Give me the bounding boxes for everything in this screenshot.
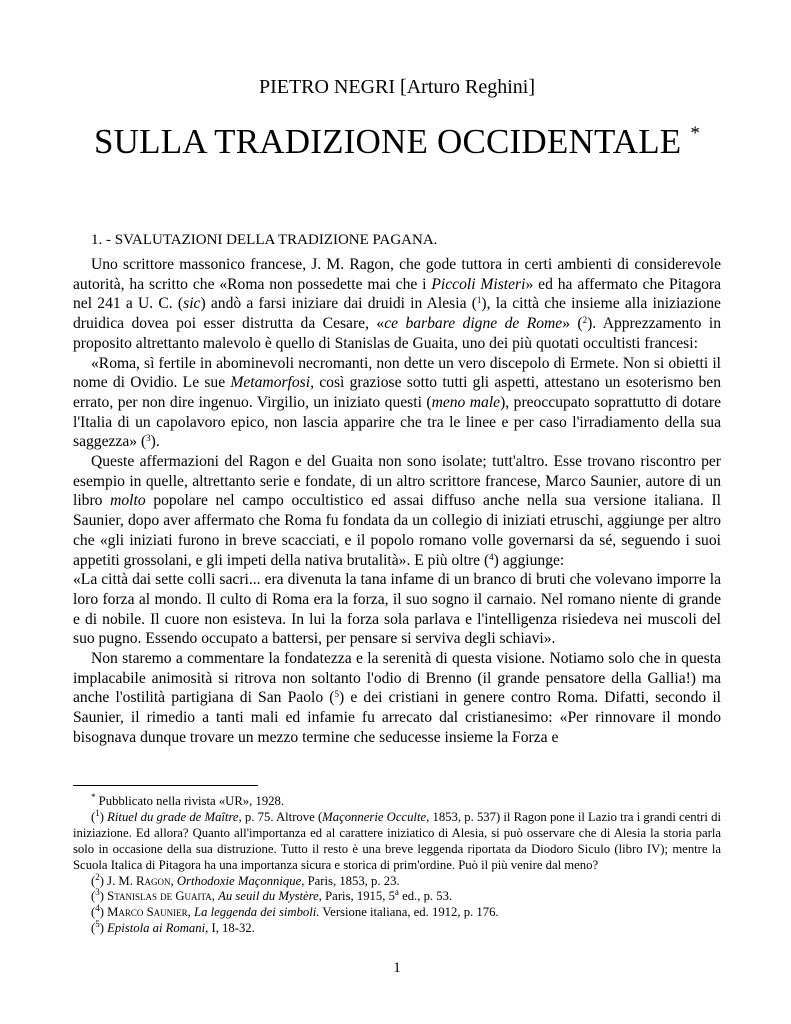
footnote-number: 3	[95, 887, 100, 898]
text-run: , p. 75. Altrove (	[238, 809, 323, 824]
text-run: ). Apprezzamento in proposito altrettanto malevolo è quello di Stanislas de Guaita, uno dei più quotati occultisti francesi:	[73, 315, 721, 352]
text-run: così graziose sotto tutti gli aspetti, attestano un esoterismo ben errato, per non dire ingenuo. Virgilio, un iniziato questi (	[73, 374, 721, 411]
text-run: ).	[150, 433, 160, 451]
text-run: G	[175, 889, 185, 904]
small-caps-run: tanislas de	[114, 889, 176, 904]
text-run: ) aggiunge:	[493, 551, 565, 569]
section-heading: 1. - SVALUTAZIONI DELLA TRADIZIONE PAGANA.	[91, 232, 438, 248]
superscript-run: a	[394, 887, 399, 898]
italic-run: La leggenda dei simboli.	[194, 905, 320, 920]
italic-run: Au seuil du Mystère	[218, 889, 319, 904]
paragraph-3	[73, 452, 721, 570]
title-footnote-mark: *	[690, 123, 701, 144]
paragraph-1	[73, 255, 721, 354]
text-run: ), preoccupato soprattutto di dotare l'Italia di un capolavoro epico, non lascia apparire che tra le linee e per caso l'irradiamento della sua saggezza» (	[73, 393, 721, 451]
text-run: , Paris, 1853, p. 23.	[301, 873, 400, 888]
footnote-mark: *	[91, 792, 96, 802]
text-run: ) andò a farsi iniziare dai druidi in Alesia (	[200, 295, 477, 313]
text-run: ,	[211, 889, 219, 904]
footnote-1: ($^1$) Rituel du grade de Maître, p. 75. Altrove (Maçonnerie Occulte, 1853, p. 537) il Ragon pone il Lazio tra i grandi centri di iniziazione. Ed allora? Quanto all'importanza ed al carattere iniziatico di Alesia, si può osservare che di Alesia la storia parla solo in occasione della sua distruzione. Tutto il resto è una breve leggenda riportata da Diodoro Siculo (libro IV); mentre la Scuola Italica di Pitagora ha una importanza sicura e storica di prim'ordine. Può il più venire dal meno?	[73, 807, 721, 872]
body-text	[73, 255, 721, 748]
small-caps-run: agon	[144, 873, 171, 888]
italic-run: Maçonnerie Occulte	[322, 809, 427, 824]
text-run: «Roma, sì fertile in abominevoli necromanti, non dette un vero discepolo di Ermete. Non si obietti il nome di Ovidio. Le sue	[73, 354, 721, 392]
text-run: ,	[187, 905, 195, 920]
footnote-text: Pubblicato nella rivista «UR», 1928.	[95, 794, 285, 808]
footnote-ref-5: 5	[334, 689, 339, 700]
footnote-3: ($^3$) Stanislas de Guaita, Au seuil du Mystère, Paris, 1915, 5$^a$ ed., p. 53.	[91, 887, 453, 904]
footnote-ref-1: 1	[476, 295, 482, 306]
small-caps-run: uaita	[184, 889, 212, 904]
small-caps-run: aunier	[153, 905, 188, 920]
footnote-number: 1	[95, 807, 100, 818]
text-run: popolare nel campo occultistico ed assai diffuso anche nella sua versione italiana. Il Saunier, dopo aver affermato che Roma fu fondata da un collegio di iniziati etruschi, aggiunge per altro che «gli iniziati furono in breve scacciati, e il popolo romano volle governarsi da sé, seguendo i suoi appetiti grossolani, e gli impeti della nativa brutalità». E più oltre (	[73, 492, 721, 569]
text-run: ed., p. 53.	[398, 889, 453, 904]
text-run: S	[146, 905, 154, 920]
text-run: , Paris, 1915, 5	[318, 889, 395, 904]
footnote-number: 4	[95, 903, 100, 914]
page-number: 1	[393, 960, 401, 976]
text-run: ) e dei cristiani in genere contro Roma. Difatti, secondo il Saunier, il rimedio a tanti mali ed infamie fu arrecato dal cristianesimo: «Per rinnovare il mondo bisognava dunque trovare un mezzo termine che seducesse insieme la Forza e	[73, 689, 721, 746]
paragraph-2	[73, 354, 721, 453]
footnote-4: ($^4$) Marco Saunier, La leggenda dei simboli. Versione italiana, ed. 1912, p. 176.	[91, 903, 499, 920]
italic-run: Piccoli Misteri	[431, 275, 526, 293]
italic-run: molto	[110, 492, 146, 510]
text-run: Versione italiana, ed. 1912, p. 176.	[319, 905, 499, 920]
italic-run: ce barbare digne de Rome	[384, 315, 563, 333]
footnote-2: ($^2$) J. M. Ragon, Orthodoxie Maçonnique, Paris, 1853, p. 23.	[91, 871, 400, 888]
text-run: Queste affermazioni del Ragon e del Guaita non sono isolate; tutt'altro. Esse trovano riscontro per esempio in quelle, altrettanto serie e fondate, di un altro scrittore francese, Marco Saunier, autore di un libro	[73, 453, 721, 510]
paragraph-4-quote: «La città dai sette colli sacri... era divenuta la tana infame di un branco di bruti che volevano imporre la loro forza al mondo. Il culto di Roma era la forza, il suo sogno il carnaio. Nel romano niente di grande e di nobile. Il cuore non esisteva. In lui la forza sola parlava e l'intelligenza risiedeva nei muscoli del suo pugno. Essendo occupato a battersi, per pensare si serviva degli schiavi».	[73, 571, 721, 648]
text-run: , 1853, p. 537) il Ragon pone il Lazio tra i grandi centri di iniziazione. Ed allora? Quanto all'importanza ed al carattere iniziatico di Alesia, si può osservare che di Alesia la storia parla solo in occasione della sua distruzione. Tutto il resto è una breve leggenda riportata da Diodoro Siculo (libro IV); mentre la Scuola Italica di Pitagora ha una importanza sicura e storica di prim'ordine. Può il più venire dal meno?	[73, 809, 721, 872]
author-line: PIETRO NEGRI [Arturo Reghini]	[258, 76, 536, 98]
small-caps-run: arco	[118, 905, 147, 920]
text-run: » (	[562, 315, 583, 333]
footnote-separator	[73, 785, 258, 786]
text-run: J. M. R	[107, 873, 145, 888]
italic-run: Metamorfosi,	[230, 374, 314, 392]
paragraph-5	[73, 649, 721, 748]
text-run: » ed ha affermato che Pitagora nel 241 a U. C. (	[73, 275, 722, 313]
text-run: ), la città che insieme alla iniziazione druidica dovea poi esser distrutta da Cesare, «	[73, 295, 721, 333]
title-text: SULLA TRADIZIONE OCCIDENTALE	[93, 122, 682, 161]
text-run: Non staremo a commentare la fondatezza e la serenità di questa visione. Notiamo solo che in questa implacabile animosità si ritrova non soltanto l'odio di Brenno (il grande pensatore della Gallia!) ma anche l'ostilità partigiana di San Paolo (	[73, 650, 721, 707]
footnote-number: 5	[95, 919, 100, 930]
italic-run: sic	[183, 295, 201, 313]
text-run: S	[107, 889, 115, 904]
text-run: M	[107, 905, 119, 920]
text-run: ,	[170, 873, 177, 888]
italic-run: Epistola ai Romani	[107, 921, 206, 936]
document-title	[73, 122, 721, 162]
footnotes	[73, 794, 721, 937]
footnote-ref-4: 4	[489, 551, 494, 562]
text-run: Uno scrittore massonico francese, J. M. Ragon, che gode tuttora in certi ambienti di considerevole autorità, ha scritto che «Roma non possedette mai che i	[73, 256, 721, 293]
footnote-number: 2	[95, 871, 100, 882]
footnote-5: ($^5$) Epistola ai Romani, I, 18-32.	[91, 919, 255, 936]
text-run: , I, 18-32.	[205, 921, 255, 936]
italic-run: Orthodoxie Maçonnique	[176, 873, 302, 888]
italic-run: Rituel du grade de Maître	[107, 809, 239, 824]
footnote-star	[73, 794, 721, 810]
italic-run: meno male	[431, 393, 501, 411]
footnote-ref-2: 2	[582, 315, 588, 326]
footnote-ref-3: 3	[146, 433, 151, 444]
